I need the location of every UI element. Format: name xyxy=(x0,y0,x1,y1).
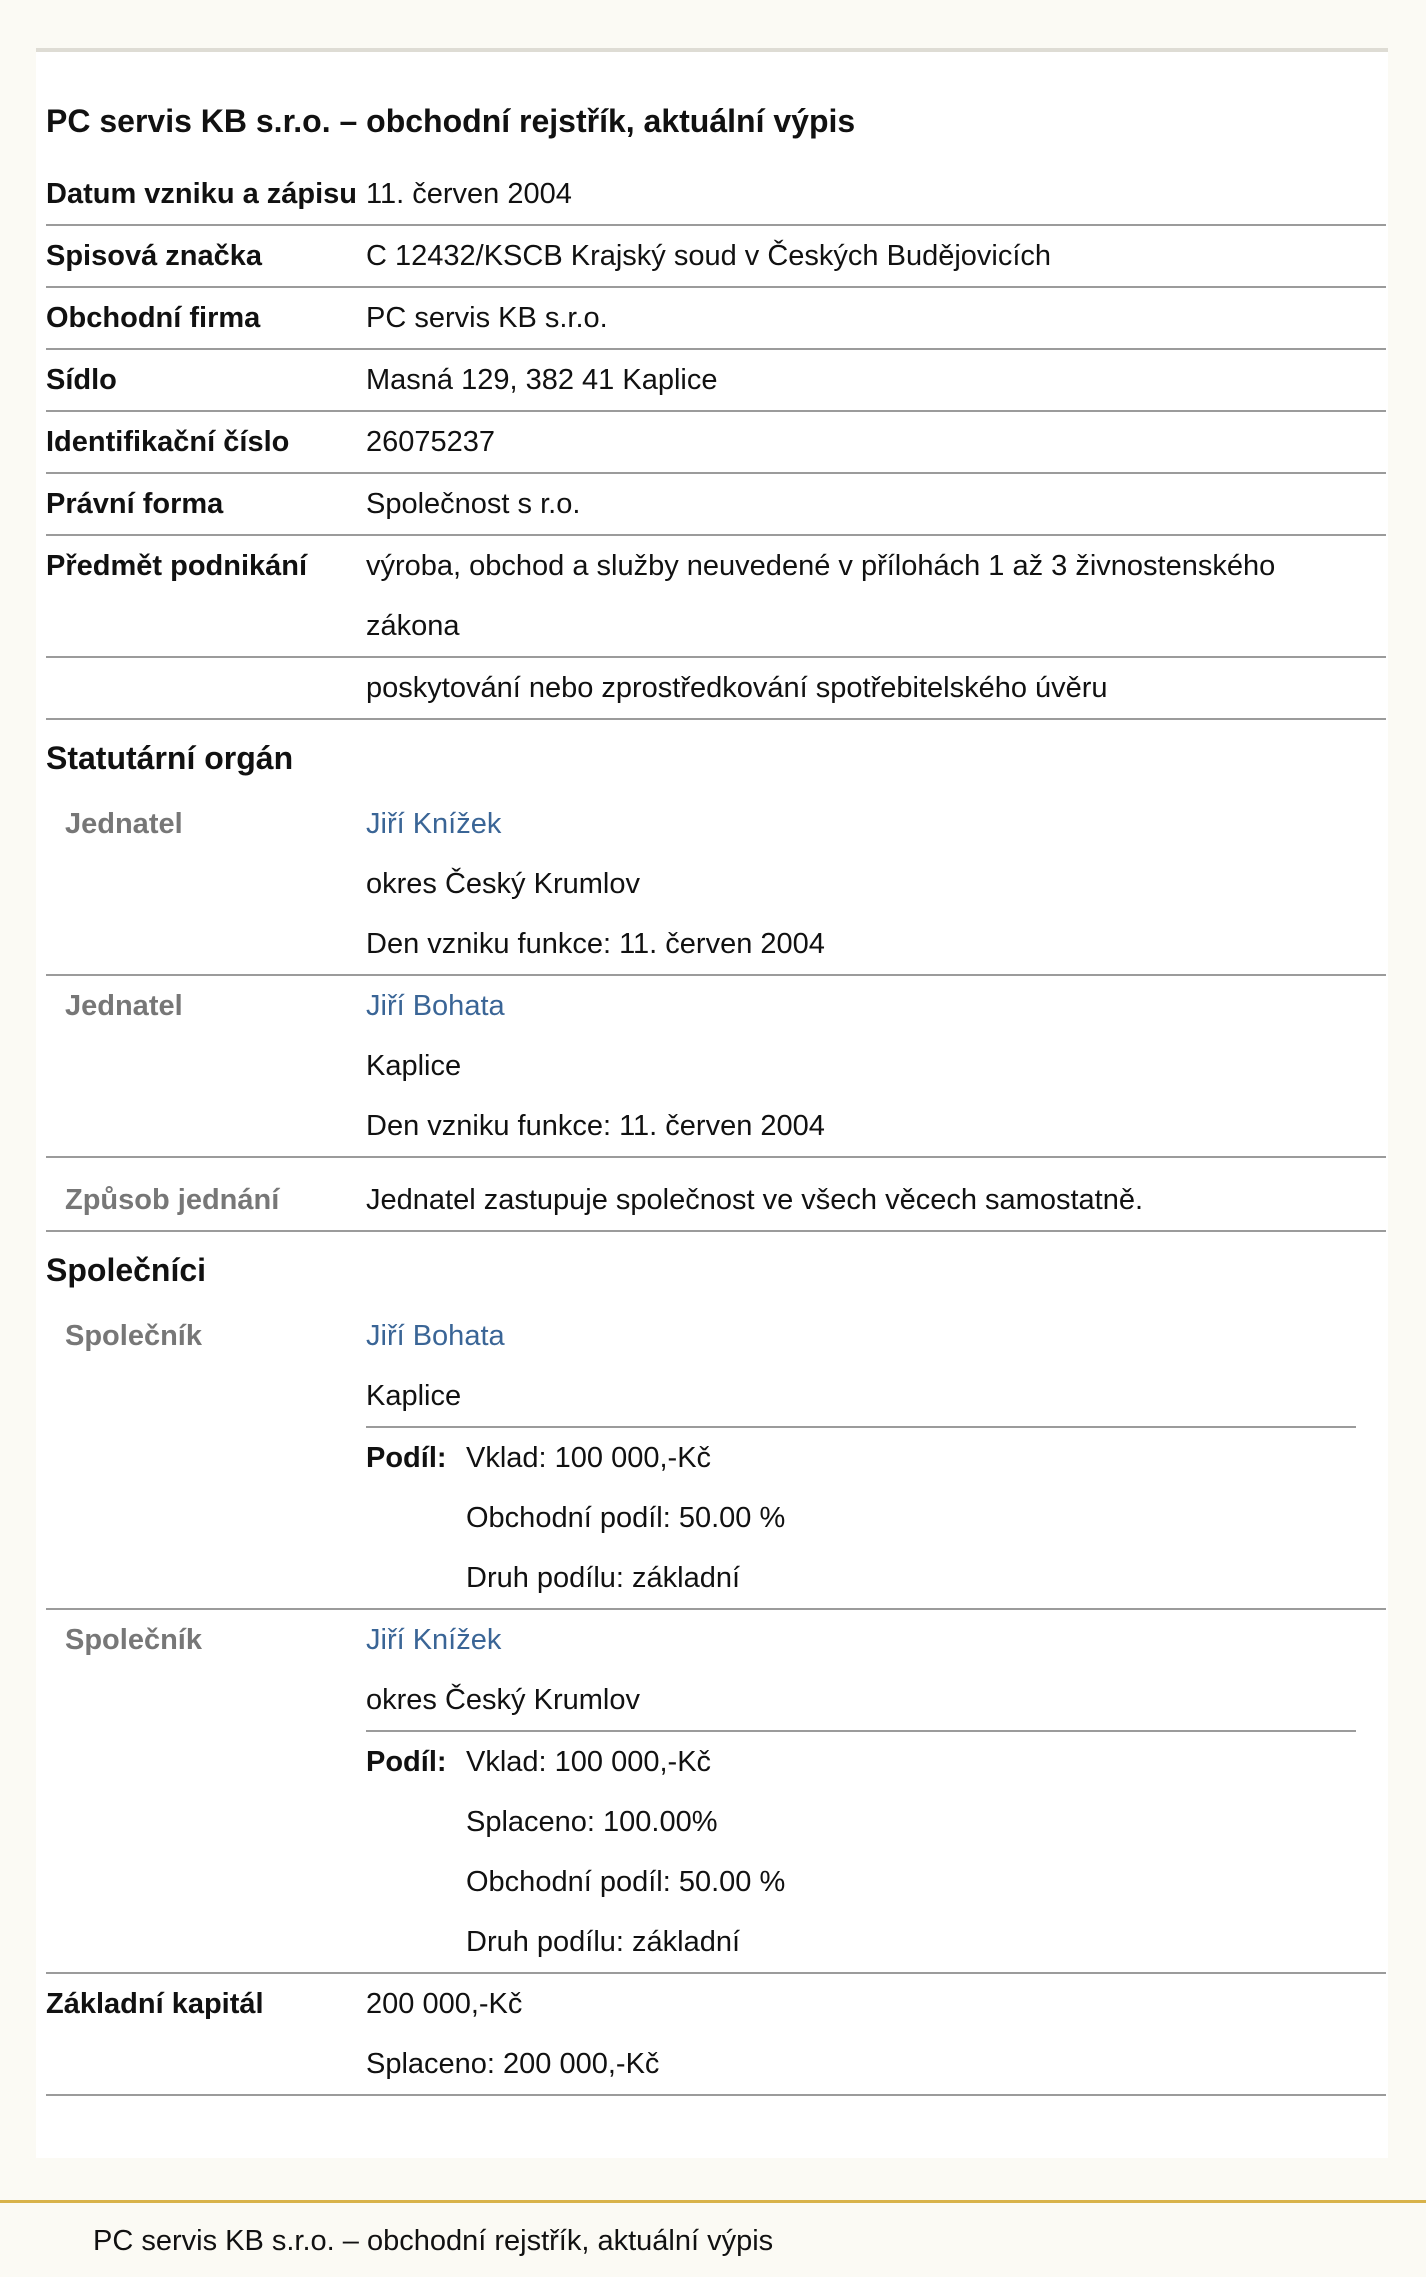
row-value-line: 11. červen 2004 xyxy=(366,178,572,210)
row-conduct xyxy=(46,1158,1386,1232)
member-name-link[interactable]: Jiří Knížek xyxy=(366,808,502,840)
share-line: Vklad: 100 000,-Kč xyxy=(466,1746,712,1778)
row-label: Právní forma xyxy=(46,488,224,520)
row-value-line: PC servis KB s.r.o. xyxy=(366,302,608,334)
row-value xyxy=(366,474,1386,534)
share-line: Obchodní podíl: 50.00 % xyxy=(466,1502,786,1534)
row-value xyxy=(366,658,1386,718)
row-legal-form xyxy=(46,474,1386,536)
row-value-line: 200 000,-Kč xyxy=(366,1988,523,2020)
member-place: Kaplice xyxy=(366,1380,462,1412)
member-role: Jednatel xyxy=(65,990,183,1022)
share-label: Podíl: xyxy=(366,1442,447,1474)
member-place: okres Český Krumlov xyxy=(366,868,640,900)
row-value xyxy=(366,536,1386,656)
row-value-line: Masná 129, 382 41 Kaplice xyxy=(366,364,718,396)
member-role: Společník xyxy=(65,1320,202,1352)
row-value xyxy=(366,1974,1386,2094)
row-registered-office xyxy=(46,350,1386,412)
partner-member xyxy=(46,1306,1386,1610)
share-block xyxy=(366,1426,1356,1608)
row-value xyxy=(366,164,1386,224)
statutory-member xyxy=(46,794,1386,976)
row-value xyxy=(366,350,1386,410)
row-label: Obchodní firma xyxy=(46,302,261,334)
member-place: okres Český Krumlov xyxy=(366,1684,640,1716)
member-details xyxy=(366,1306,1386,1608)
share-label: Podíl: xyxy=(366,1746,447,1778)
section-heading-partners: Společníci xyxy=(46,1252,207,1288)
register-extract-card xyxy=(36,48,1388,2158)
section-heading-statutory: Statutární orgán xyxy=(46,740,294,776)
share-line: Obchodní podíl: 50.00 % xyxy=(466,1866,786,1898)
share-line: Vklad: 100 000,-Kč xyxy=(466,1442,712,1474)
share-line: Druh podílu: základní xyxy=(466,1926,741,1958)
row-label xyxy=(46,658,366,718)
conduct-text: Jednatel zastupuje společnost ve všech věcech samostatně. xyxy=(366,1184,1144,1216)
row-business-activity-2 xyxy=(46,658,1386,720)
conduct-value xyxy=(366,1170,1386,1230)
row-file-number xyxy=(46,226,1386,288)
row-value xyxy=(366,226,1386,286)
row-label: Datum vzniku a zápisu xyxy=(46,178,358,210)
row-label: Předmět podnikání xyxy=(46,550,308,582)
member-role: Společník xyxy=(65,1624,202,1656)
page-footer xyxy=(0,2200,1426,2277)
conduct-label: Způsob jednání xyxy=(65,1184,280,1216)
row-label: Sídlo xyxy=(46,364,117,396)
footer-text: PC servis KB s.r.o. – obchodní rejstřík, aktuální výpis xyxy=(93,2225,774,2257)
row-value-line: Splaceno: 200 000,-Kč xyxy=(366,2048,660,2080)
share-line: Splaceno: 100.00% xyxy=(466,1806,718,1838)
row-business-name xyxy=(46,288,1386,350)
share-values xyxy=(466,1732,785,1972)
row-value-line: 26075237 xyxy=(366,426,496,458)
member-details xyxy=(366,1610,1386,1972)
page-title: PC servis KB s.r.o. – obchodní rejstřík, aktuální výpis xyxy=(46,103,856,139)
partner-member xyxy=(46,1610,1386,1974)
member-name-link[interactable]: Jiří Knížek xyxy=(366,1624,502,1656)
member-place: Kaplice xyxy=(366,1050,462,1082)
row-value-line: Společnost s r.o. xyxy=(366,488,581,520)
member-name-link[interactable]: Jiří Bohata xyxy=(366,990,505,1022)
row-value-line: C 12432/KSCB Krajský soud v Českých Budějovicích xyxy=(366,240,1052,272)
row-value-line: poskytování nebo zprostředkování spotřebitelského úvěru xyxy=(366,672,1108,704)
register-extract-content xyxy=(46,52,1386,2096)
statutory-member xyxy=(46,976,1386,1158)
row-label: Spisová značka xyxy=(46,240,262,272)
row-founding-date xyxy=(46,164,1386,226)
share-line: Druh podílu: základní xyxy=(466,1562,741,1594)
share-values xyxy=(466,1428,785,1608)
row-share-capital xyxy=(46,1974,1386,2096)
share-block xyxy=(366,1730,1356,1972)
row-label: Základní kapitál xyxy=(46,1988,264,2020)
member-name-link[interactable]: Jiří Bohata xyxy=(366,1320,505,1352)
row-label: Identifikační číslo xyxy=(46,426,290,458)
member-details xyxy=(366,794,1386,974)
row-business-activity xyxy=(46,536,1386,658)
member-since: Den vzniku funkce: 11. červen 2004 xyxy=(366,928,825,960)
row-value-line: výroba, obchod a služby neuvedené v přílohách 1 až 3 živnostenského zákona xyxy=(366,550,1276,642)
member-since: Den vzniku funkce: 11. červen 2004 xyxy=(366,1110,825,1142)
row-company-id xyxy=(46,412,1386,474)
member-details xyxy=(366,976,1386,1156)
member-role: Jednatel xyxy=(65,808,183,840)
row-value xyxy=(366,288,1386,348)
row-value xyxy=(366,412,1386,472)
